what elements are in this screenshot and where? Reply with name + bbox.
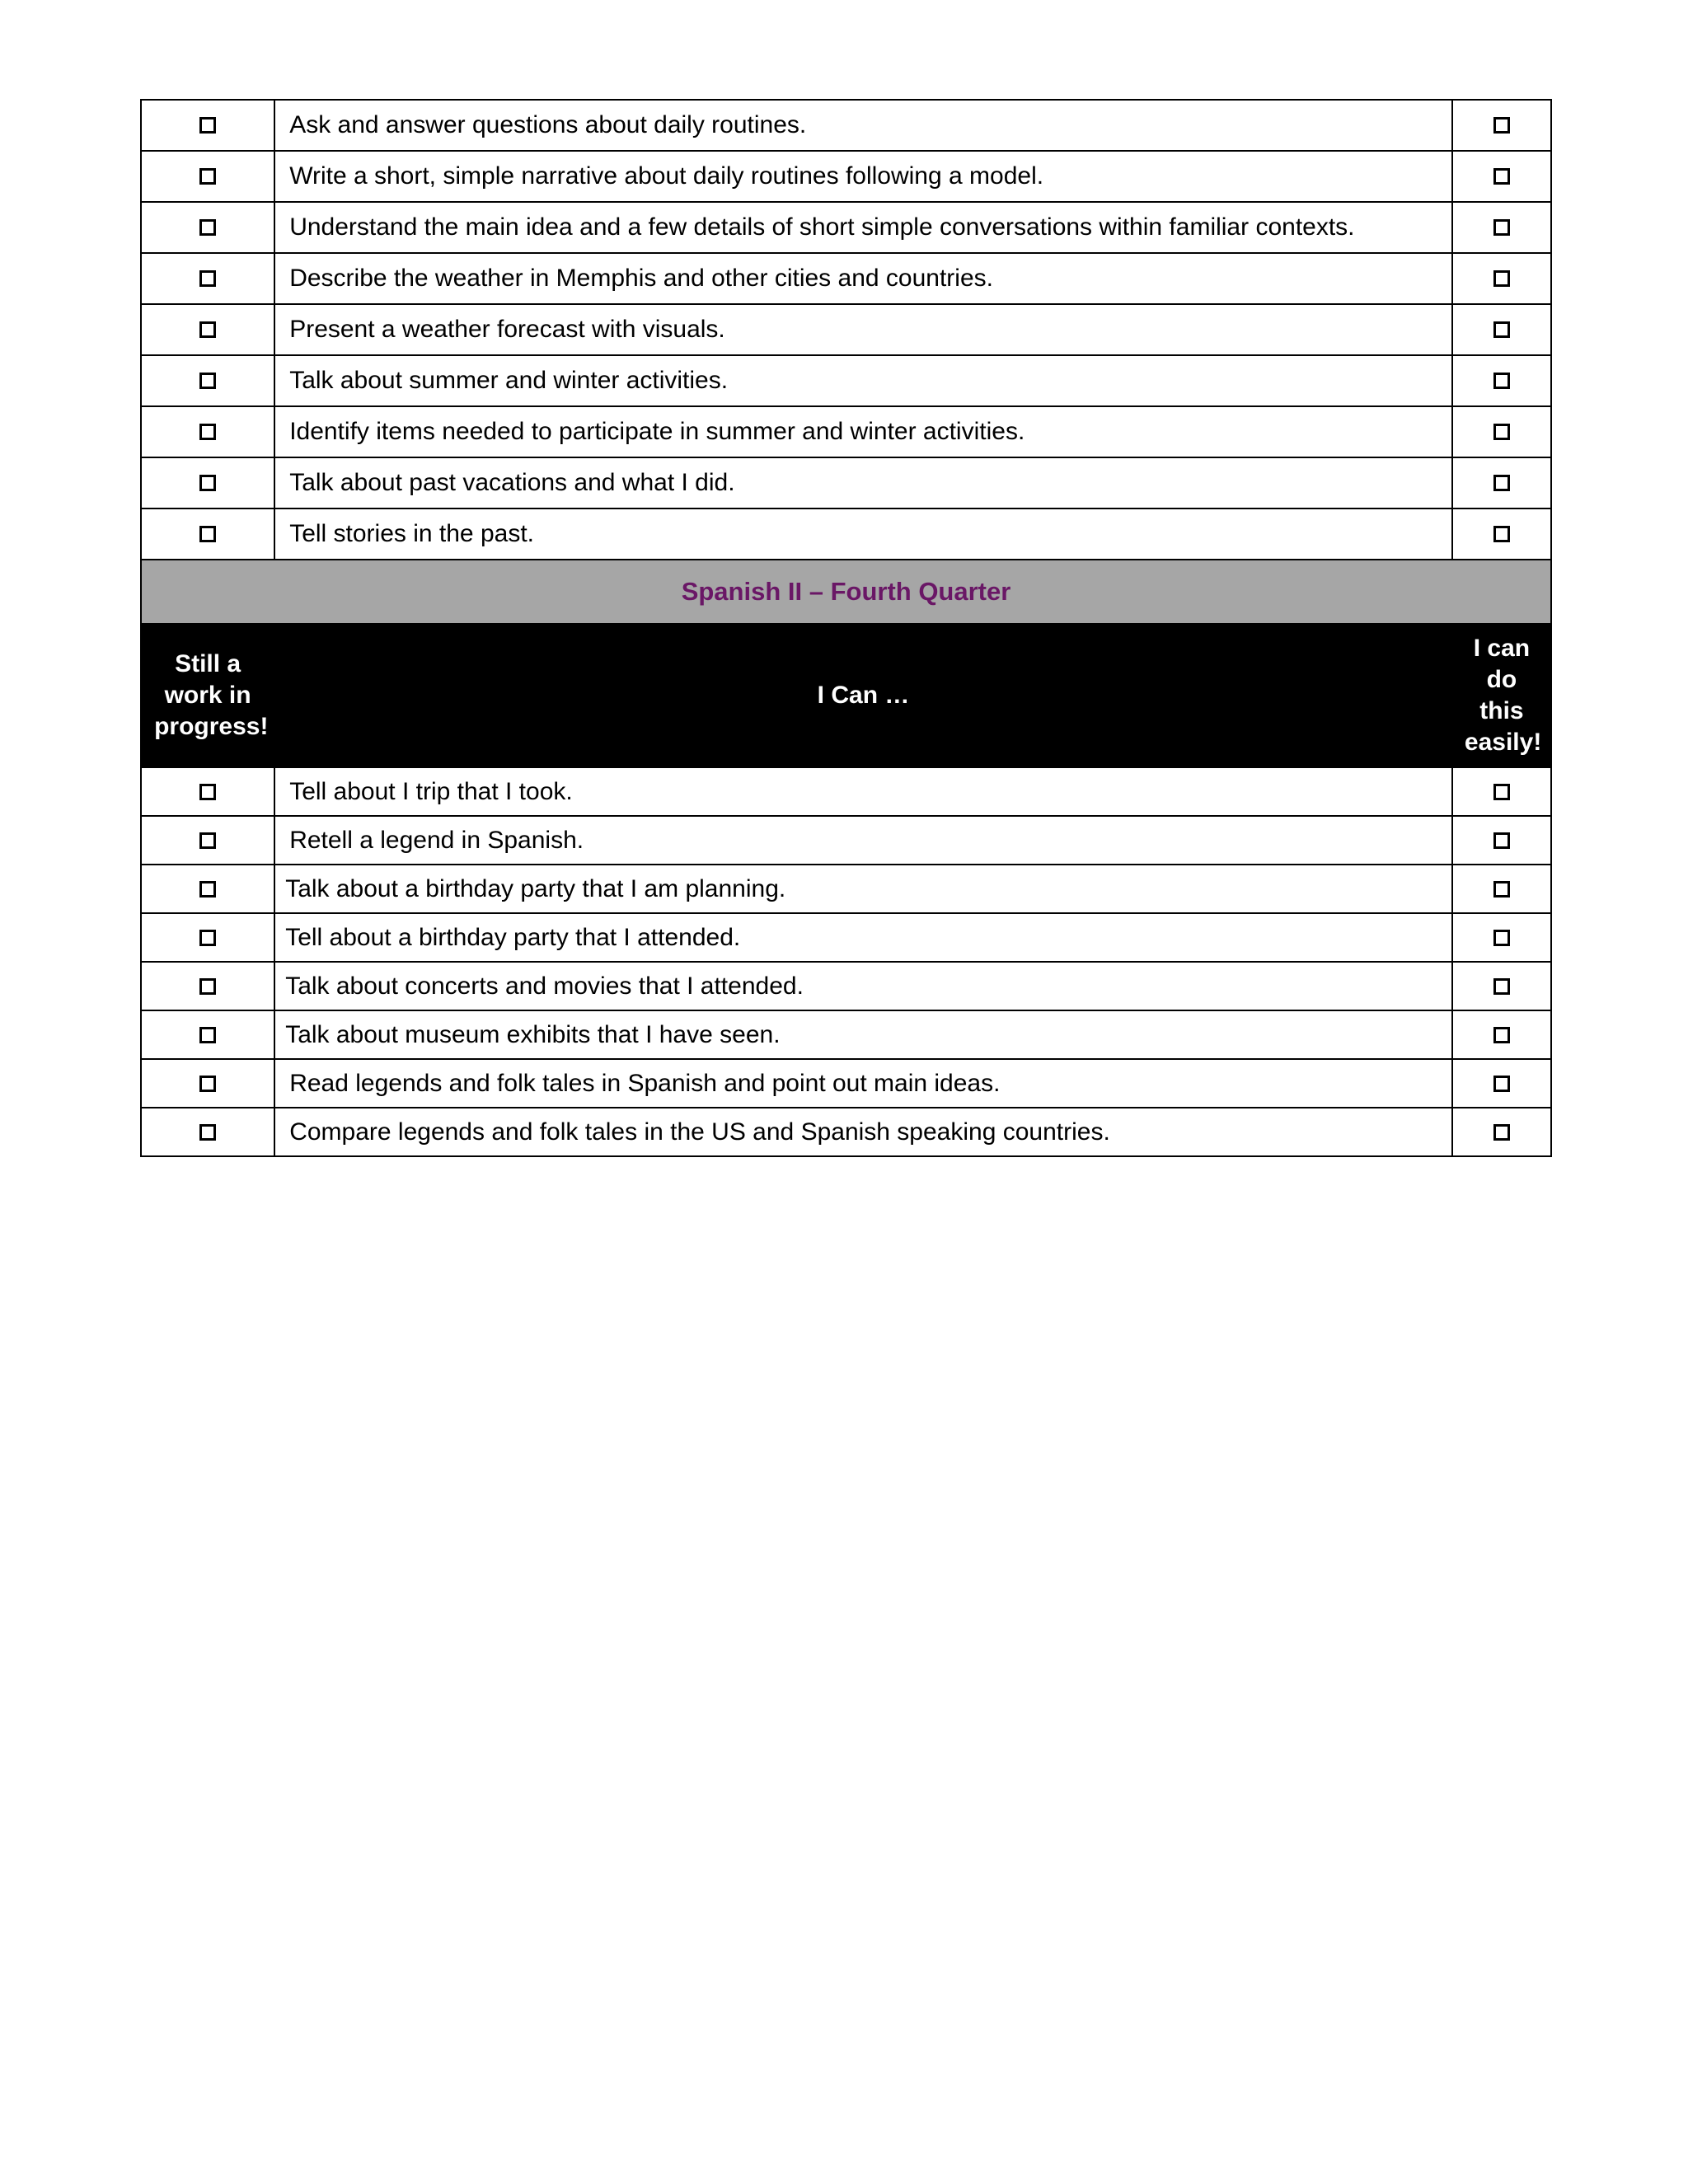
work-in-progress-checkbox[interactable] (199, 1076, 216, 1092)
can-do-statement: Talk about past vacations and what I did. (274, 457, 1452, 509)
easily-cell (1452, 253, 1551, 304)
work-in-progress-cell (141, 151, 274, 202)
header-do-easily (1452, 624, 1551, 767)
work-in-progress-checkbox[interactable] (199, 321, 216, 338)
easily-cell (1452, 509, 1551, 560)
easily-cell (1452, 962, 1551, 1010)
can-do-statement: Present a weather forecast with visuals. (274, 304, 1452, 355)
work-in-progress-cell (141, 1108, 274, 1156)
can-do-statement: Talk about summer and winter activities. (274, 355, 1452, 406)
easily-cell (1452, 767, 1551, 816)
can-do-statement: Compare legends and folk tales in the US and Spanish speaking countries. (274, 1108, 1452, 1156)
can-do-statement: Describe the weather in Memphis and other cities and countries. (274, 253, 1452, 304)
do-easily-checkbox[interactable] (1493, 373, 1510, 389)
work-in-progress-cell (141, 304, 274, 355)
can-do-checklist-table (140, 99, 1552, 1157)
work-in-progress-checkbox[interactable] (199, 373, 216, 389)
easily-cell (1452, 304, 1551, 355)
easily-cell (1452, 100, 1551, 151)
work-in-progress-checkbox[interactable] (199, 784, 216, 800)
work-in-progress-cell (141, 1059, 274, 1108)
can-do-statement: Talk about a birthday party that I am planning. (274, 865, 1452, 913)
work-in-progress-checkbox[interactable] (199, 930, 216, 946)
work-in-progress-cell (141, 457, 274, 509)
table-row (141, 913, 1551, 962)
table-row (141, 304, 1551, 355)
table-row (141, 100, 1551, 151)
can-do-statement: Talk about concerts and movies that I attended. (274, 962, 1452, 1010)
easily-cell (1452, 865, 1551, 913)
work-in-progress-checkbox[interactable] (199, 832, 216, 849)
section-title-row (141, 560, 1551, 624)
do-easily-checkbox[interactable] (1493, 881, 1510, 898)
table-row (141, 406, 1551, 457)
work-in-progress-cell (141, 253, 274, 304)
can-do-statement: Identify items needed to participate in summer and winter activities. (274, 406, 1452, 457)
do-easily-checkbox[interactable] (1493, 117, 1510, 134)
table-row (141, 509, 1551, 560)
work-in-progress-cell (141, 913, 274, 962)
work-in-progress-cell (141, 1010, 274, 1059)
work-in-progress-cell (141, 355, 274, 406)
can-do-statement: Tell stories in the past. (274, 509, 1452, 560)
easily-cell (1452, 151, 1551, 202)
table-row (141, 253, 1551, 304)
work-in-progress-cell (141, 816, 274, 865)
easily-cell (1452, 816, 1551, 865)
work-in-progress-checkbox[interactable] (199, 1124, 216, 1141)
table-row (141, 151, 1551, 202)
work-in-progress-checkbox[interactable] (199, 219, 216, 236)
work-in-progress-checkbox[interactable] (199, 475, 216, 491)
can-do-statement: Understand the main idea and a few details of short simple conversations within familiar contexts. (274, 202, 1452, 253)
work-in-progress-cell (141, 100, 274, 151)
easily-cell (1452, 1010, 1551, 1059)
work-in-progress-checkbox[interactable] (199, 881, 216, 898)
can-do-statement: Talk about museum exhibits that I have seen. (274, 1010, 1452, 1059)
do-easily-checkbox[interactable] (1493, 321, 1510, 338)
easily-cell (1452, 913, 1551, 962)
work-in-progress-cell (141, 202, 274, 253)
do-easily-checkbox[interactable] (1493, 784, 1510, 800)
do-easily-checkbox[interactable] (1493, 526, 1510, 542)
work-in-progress-cell (141, 767, 274, 816)
do-easily-checkbox[interactable] (1493, 270, 1510, 287)
work-in-progress-cell (141, 406, 274, 457)
do-easily-checkbox[interactable] (1493, 832, 1510, 849)
easily-cell (1452, 406, 1551, 457)
do-easily-checkbox[interactable] (1493, 1076, 1510, 1092)
can-do-statement: Retell a legend in Spanish. (274, 816, 1452, 865)
easily-cell (1452, 355, 1551, 406)
can-do-statement: Write a short, simple narrative about daily routines following a model. (274, 151, 1452, 202)
work-in-progress-checkbox[interactable] (199, 168, 216, 185)
work-in-progress-checkbox[interactable] (199, 526, 216, 542)
easily-cell (1452, 202, 1551, 253)
do-easily-checkbox[interactable] (1493, 1124, 1510, 1141)
work-in-progress-cell (141, 509, 274, 560)
do-easily-checkbox[interactable] (1493, 168, 1510, 185)
column-header-row (141, 624, 1551, 767)
table-row (141, 816, 1551, 865)
header-do-easily-label: I can do this easily! (1464, 635, 1542, 756)
table-row (141, 1108, 1551, 1156)
table-row (141, 1059, 1551, 1108)
table-row (141, 1010, 1551, 1059)
work-in-progress-cell (141, 865, 274, 913)
table-row (141, 962, 1551, 1010)
do-easily-checkbox[interactable] (1493, 219, 1510, 236)
easily-cell (1452, 1059, 1551, 1108)
do-easily-checkbox[interactable] (1493, 930, 1510, 946)
easily-cell (1452, 1108, 1551, 1156)
table-row (141, 202, 1551, 253)
table-row (141, 355, 1551, 406)
work-in-progress-cell (141, 962, 274, 1010)
header-work-in-progress-label: Still a work in progress! (154, 650, 269, 740)
can-do-statement: Tell about I trip that I took. (274, 767, 1452, 816)
do-easily-checkbox[interactable] (1493, 475, 1510, 491)
table-row (141, 865, 1551, 913)
work-in-progress-checkbox[interactable] (199, 978, 216, 995)
can-do-statement: Read legends and folk tales in Spanish and point out main ideas. (274, 1059, 1452, 1108)
table-row (141, 767, 1551, 816)
easily-cell (1452, 457, 1551, 509)
work-in-progress-checkbox[interactable] (199, 424, 216, 440)
work-in-progress-checkbox[interactable] (199, 1027, 216, 1043)
section-title: Spanish II – Fourth Quarter (141, 560, 1551, 624)
can-do-statement: Tell about a birthday party that I attended. (274, 913, 1452, 962)
do-easily-checkbox[interactable] (1493, 978, 1510, 995)
table-row (141, 457, 1551, 509)
header-i-can: I Can … (274, 624, 1452, 767)
header-work-in-progress (141, 624, 274, 767)
do-easily-checkbox[interactable] (1493, 424, 1510, 440)
do-easily-checkbox[interactable] (1493, 1027, 1510, 1043)
work-in-progress-checkbox[interactable] (199, 270, 216, 287)
can-do-statement: Ask and answer questions about daily routines. (274, 100, 1452, 151)
work-in-progress-checkbox[interactable] (199, 117, 216, 134)
